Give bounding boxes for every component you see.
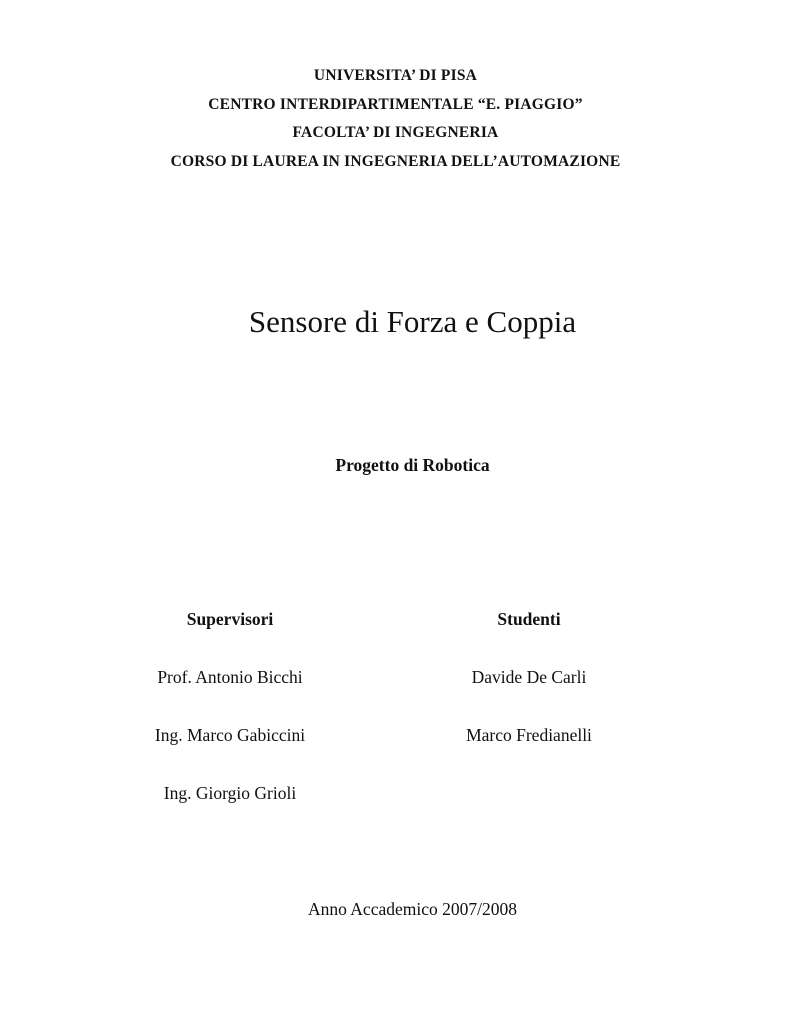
supervisor-name: Ing. Marco Gabiccini bbox=[154, 725, 306, 745]
students-column bbox=[389, 606, 669, 780]
supervisor-name: Ing. Giorgio Grioli bbox=[163, 783, 297, 803]
document-title: Sensore di Forza e Coppia bbox=[248, 304, 577, 339]
academic-year: Anno Accademico 2007/2008 bbox=[308, 899, 517, 919]
student-name: Marco Fredianelli bbox=[466, 725, 592, 745]
supervisors-column bbox=[90, 606, 370, 838]
students-heading: Studenti bbox=[497, 609, 561, 629]
supervisors-heading: Supervisori bbox=[186, 609, 274, 629]
institution-header bbox=[0, 62, 791, 176]
university-name: UNIVERSITA’ DI PISA bbox=[313, 67, 478, 84]
student-name: Davide De Carli bbox=[471, 667, 587, 687]
degree-course-name: CORSO DI LAUREA IN INGEGNERIA DELL’AUTOMAZIONE bbox=[170, 152, 621, 170]
supervisor-name: Prof. Antonio Bicchi bbox=[157, 667, 303, 687]
faculty-name: FACOLTA’ DI INGEGNERIA bbox=[292, 124, 499, 141]
research-center-name: CENTRO INTERDIPARTIMENTALE “E. PIAGGIO” bbox=[208, 95, 583, 113]
document-subtitle: Progetto di Robotica bbox=[335, 455, 490, 475]
